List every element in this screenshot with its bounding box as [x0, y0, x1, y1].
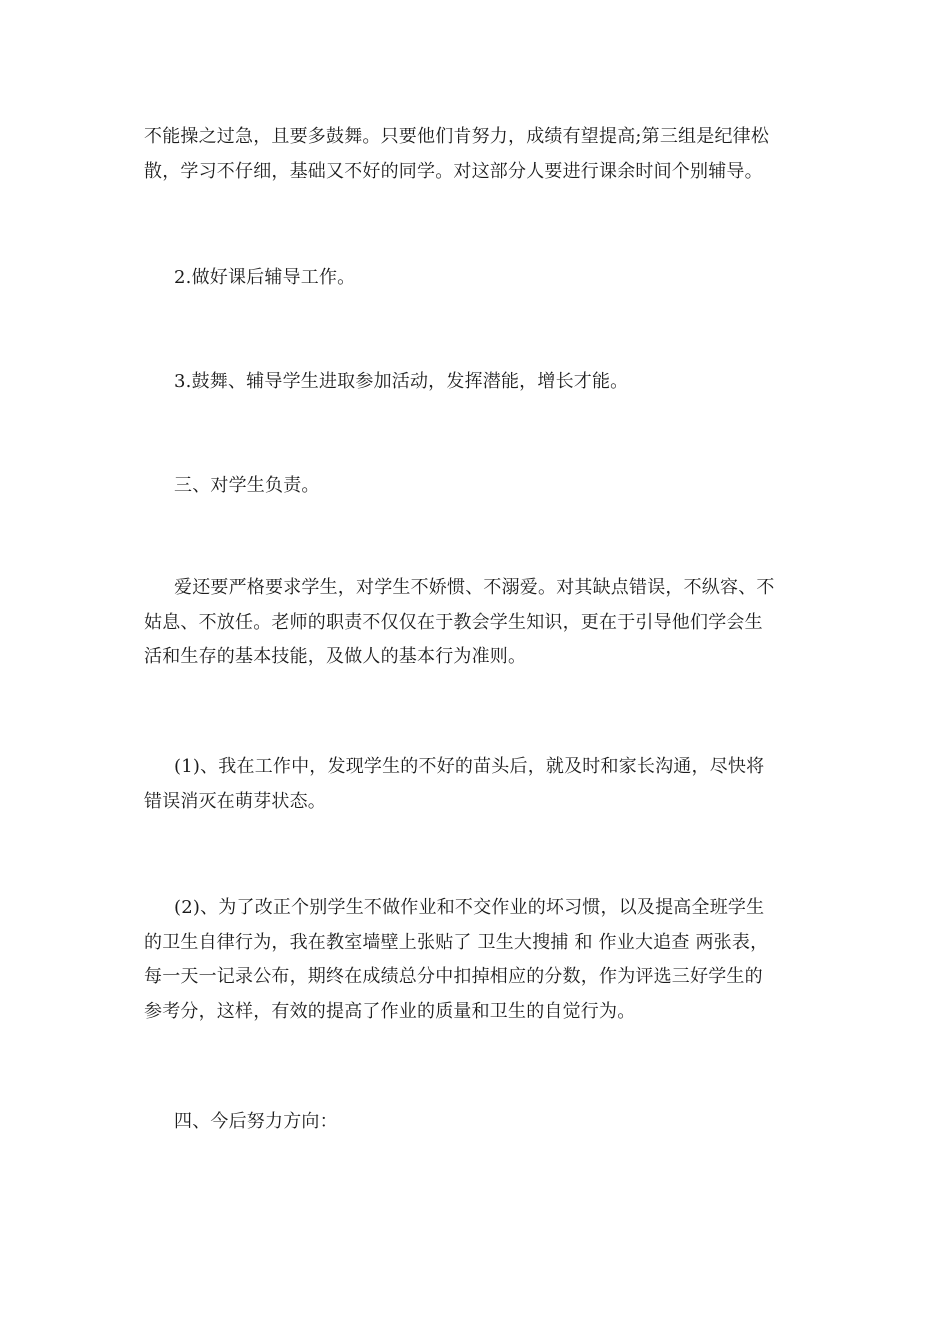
- paragraph-item-1: [144, 750, 806, 819]
- paragraph-grouping-note: [144, 120, 806, 189]
- text-line: 姑息、不放任。老师的职责不仅仅在于教会学生知识，更在于引导他们学会生: [144, 611, 763, 633]
- paragraph-item-2: [144, 891, 806, 1029]
- text-line: 错误消灭在萌芽状态。: [144, 790, 326, 812]
- text-line: 参考分，这样，有效的提高了作业的质量和卫生的自觉行为。: [144, 1000, 636, 1022]
- text-line: (2)、为了改正个别学生不做作业和不交作业的坏习惯，以及提高全班学生: [174, 897, 765, 918]
- section-heading-responsibility: 三、对学生负责。: [174, 475, 320, 496]
- text-line: 散，学习不仔细，基础又不好的同学。对这部分人要进行课余时间个别辅导。: [144, 160, 763, 182]
- text-line: 活和生存的基本技能，及做人的基本行为准则。: [144, 646, 527, 667]
- section-heading-future-direction: 四、今后努力方向：: [174, 1111, 338, 1132]
- text-line: 的卫生自律行为，我在教室墙壁上张贴了 卫生大搜捕 和 作业大追查 两张表，: [144, 931, 769, 953]
- list-item-encourage-activities: 3.鼓舞、辅导学生进取参加活动，发挥潜能，增长才能。: [174, 371, 629, 392]
- list-item-after-class-tutoring: 2.做好课后辅导工作。: [174, 267, 356, 288]
- text-line: 爱还要严格要求学生，对学生不娇惯、不溺爱。对其缺点错误，不纵容、不: [174, 577, 775, 598]
- text-line: (1)、我在工作中，发现学生的不好的苗头后，就及时和家长沟通，尽快将: [174, 756, 765, 777]
- text-line: 每一天一记录公布，期终在成绩总分中扣掉相应的分数，作为评选三好学生的: [144, 966, 763, 987]
- paragraph-strict-love: [144, 571, 806, 675]
- text-line: 不能操之过急，且要多鼓舞。只要他们肯努力，成绩有望提高;第三组是纪律松: [144, 126, 770, 147]
